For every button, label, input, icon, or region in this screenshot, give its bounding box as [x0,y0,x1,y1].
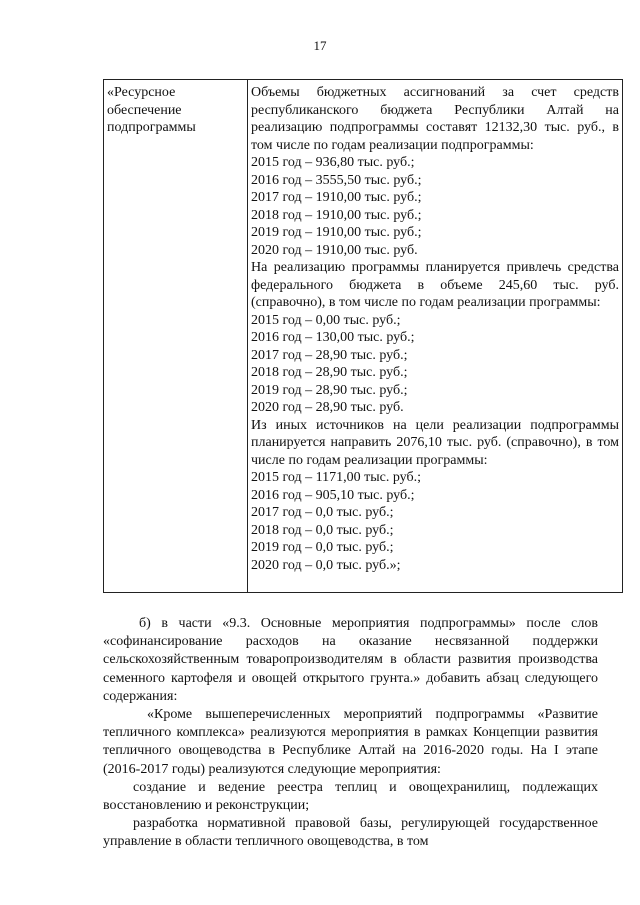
regional-year-2017: 2017 год – 1910,00 тыс. руб.; [251,190,422,205]
federal-year-2015: 2015 год – 0,00 тыс. руб.; [251,312,401,328]
paragraph-amendment: б) в части «9.3. Основные мероприятия подпрограммы» после слов «софинансирование расходов на оказание несвязанной поддержки сельскохозяйственным товаропроизводителям в области развития производства семенного картофеля и овощей открытого грунта.» добавить абзац следующего содержания: [103,616,598,704]
other-year-2016: 2016 год – 905,10 тыс. руб.; [251,487,415,503]
regional-year-2019: 2019 год – 1910,00 тыс. руб.; [251,225,422,240]
table-column-divider [247,80,248,592]
regional-year-2016: 2016 год – 3555,50 тыс. руб.; [251,172,422,188]
page-number: 17 [313,38,327,53]
paragraph-concept: «Кроме вышеперечисленных мероприятий подпрограммы «Развитие тепличного комплекса» реализуются мероприятия в рамках Концепции развития тепличного овощеводства в Республике Алтай на 2016-2020 годы. На I этапе (2016-2017 годы) реализуются следующие мероприятия: [103,707,598,777]
table-left-cell: «Ресурсное обеспечение подпрограммы [107,85,196,135]
federal-budget-intro: На реализацию программы планируется привлечь средства федерального бюджета в объеме 245,60 тыс. руб. (справочно), в том числе по годам реализации программы: [251,260,619,310]
federal-year-2017: 2017 год – 28,90 тыс. руб.; [251,347,408,363]
other-year-2017: 2017 год – 0,0 тыс. руб.; [251,505,394,520]
paragraph-registry: создание и ведение реестра теплиц и овощехранилищ, подлежащих восстановлению и реконструкции; [103,779,598,814]
regional-year-2020: 2020 год – 1910,00 тыс. руб. [251,242,418,258]
federal-year-2019: 2019 год – 28,90 тыс. руб.; [251,382,408,398]
regional-year-2018: 2018 год – 1910,00 тыс. руб.; [251,207,422,223]
other-sources-intro: Из иных источников на цели реализации подпрограммы планируется направить 2076,10 тыс. руб. (справочно), в том числе по годам реализации программы: [251,417,619,468]
regional-budget-intro: Объемы бюджетных ассигнований за счет средств республиканского бюджета Республики Алтай на реализацию подпрограммы составят 12132,30 тыс. руб., в том числе по годам реализации подпрограммы: [251,85,619,153]
other-year-2018: 2018 год – 0,0 тыс. руб.; [251,522,394,538]
federal-year-2018: 2018 год – 28,90 тыс. руб.; [251,365,408,380]
other-year-2020: 2020 год – 0,0 тыс. руб.»; [251,557,401,573]
body-text [103,615,598,852]
federal-year-2016: 2016 год – 130,00 тыс. руб.; [251,330,415,345]
resource-table [103,79,623,593]
federal-year-2020: 2020 год – 28,90 тыс. руб. [251,400,404,415]
regional-year-2015: 2015 год – 936,80 тыс. руб.; [251,155,415,170]
paragraph-regulation: разработка нормативной правовой базы, регулирующей государственное управление в области тепличного овощеводства, в том [103,816,598,850]
other-year-2019: 2019 год – 0,0 тыс. руб.; [251,540,394,555]
other-year-2015: 2015 год – 1171,00 тыс. руб.; [251,470,421,485]
table-right-cell [251,84,619,574]
